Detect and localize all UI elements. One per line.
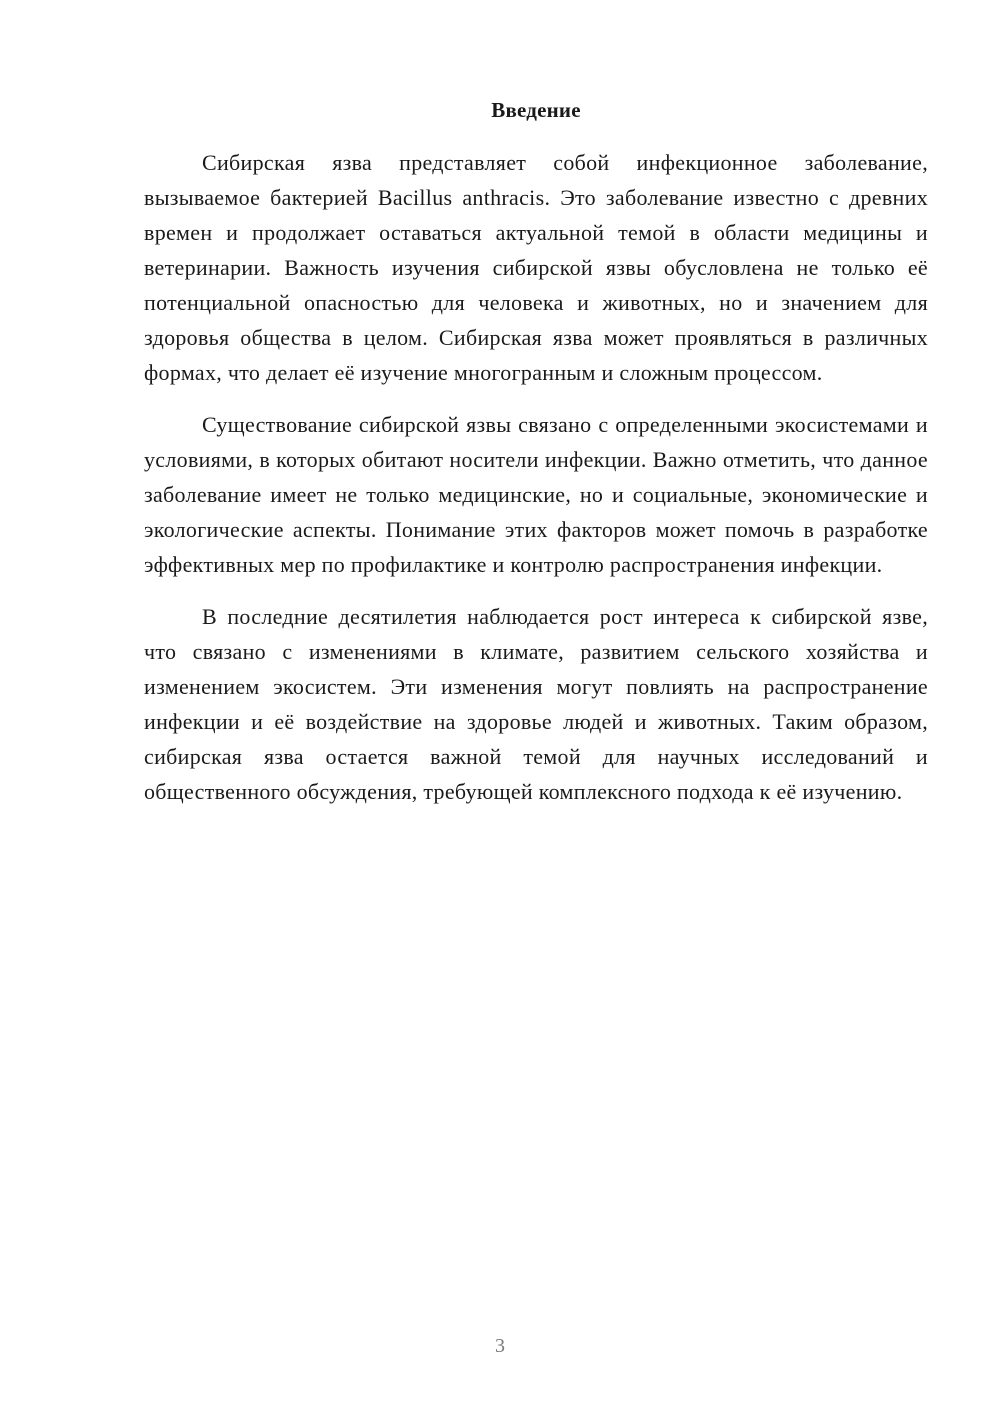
section-title: Введение [491, 98, 581, 122]
paragraph-1: Сибирская язва представляет собой инфекционное заболевание, вызываемое бактерией Bacillus anthracis. Это заболевание известно с древних времен и продолжает оставаться актуальной темой в области медицины и ветеринарии. Важность изучения сибирской язвы обусловлена не только её потенциальной опасностью для человека и животных, но и значением для здоровья общества в целом. Сибирская язва может проявляться в различных формах, что делает её изучение многогранным и сложным процессом. [144, 150, 928, 385]
paragraph-3: В последние десятилетия наблюдается рост интереса к сибирской язве, что связано с изменениями в климате, развитием сельского хозяйства и изменением экосистем. Эти изменения могут повлиять на распространение инфекции и её воздействие на здоровье людей и животных. Таким образом, сибирская язва остается важной темой для научных исследований и общественного обсуждения, требующей комплексного подхода к её изучению. [144, 604, 928, 804]
paragraph-2: Существование сибирской язвы связано с определенными экосистемами и условиями, в которых обитают носители инфекции. Важно отметить, что данное заболевание имеет не только медицинские, но и социальные, экономические и экологические аспекты. Понимание этих факторов может помочь в разработке эффективных мер по профилактике и контролю распространения инфекции. [144, 412, 928, 577]
page-number: 3 [495, 1335, 505, 1357]
page-content [144, 92, 928, 826]
